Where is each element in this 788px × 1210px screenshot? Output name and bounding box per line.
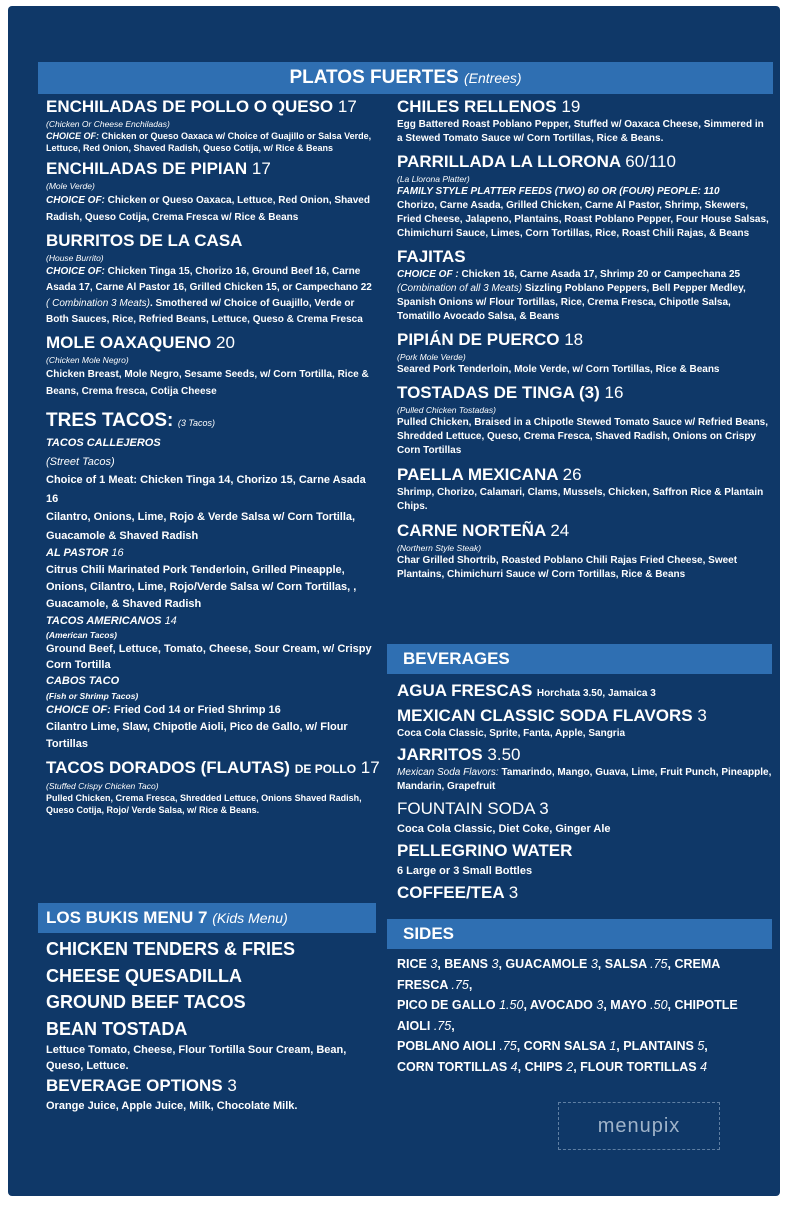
sides-line-3: PICO DE GALLO 1.50, AVOCADO 3, MAYO .50, CHIPOTLE	[397, 998, 738, 1012]
item-enchiladas-pollo: ENCHILADAS DE POLLO O QUESO 17 (Chicken Or Cheese Enchiladas) CHOICE OF: Chicken or Queso Oaxaca w/ Choice of Guajillo or Salsa Verde, Lettuce, Red Onion, Shaved Radish, Queso Cotija, w/ Rice & Beans	[46, 97, 372, 153]
item-chiles-rellenos: CHILES RELLENOS 19 Egg Battered Roast Poblano Pepper, Stuffed w/ Oaxaca Cheese, Simmered in a Stewed Tomato Sauce w/ Corn Tortillas, Rice & Beans.	[397, 97, 764, 144]
menupix-watermark: menupix	[558, 1102, 720, 1150]
sides-list	[397, 954, 772, 1077]
bev-fountain-soda: FOUNTAIN SODA 3 Coca Cola Classic, Diet Coke, Ginger Ale	[397, 799, 611, 835]
kids-item-quesadilla: CHEESE QUESADILLA	[46, 965, 243, 986]
item-mole: MOLE OAXAQUENO 20 (Chicken Mole Negro) Chicken Breast, Mole Negro, Sesame Seeds, w/ Corn Tortilla, Rice & Beans, Crema fresca, Cotija Cheese	[46, 333, 369, 397]
sides-header: SIDES	[387, 919, 772, 949]
kids-tostada-desc: Lettuce Tomato, Cheese, Flour Tortilla Sour Cream, Bean, Queso, Lettuce.	[46, 1044, 347, 1072]
sides-line-5: POBLANO AIOLI .75, CORN SALSA 1, PLANTAINS 5,	[397, 1039, 708, 1053]
bev-jarritos: JARRITOS 3.50 Mexican Soda Flavors: Tamarindo, Mango, Guava, Lime, Fruit Punch, Pineapple, Mandarin, Grapefruit	[397, 745, 772, 792]
sides-line-1: RICE 3, BEANS 3, GUACAMOLE 3, SALSA .75, CREMA	[397, 957, 721, 971]
kids-item-bean-tostada: BEAN TOSTADA	[46, 1018, 188, 1039]
kids-title: LOS BUKIS MENU 7	[46, 908, 208, 927]
kids-column	[46, 936, 376, 1114]
item-tacos-callejeros: TACOS CALLEJEROS (Street Tacos) Choice of 1 Meat: Chicken Tinga 14, Chorizo 15, Carne Asada 16 Cilantro, Onions, Lime, Rojo & Verde Salsa w/ Corn Tortilla, Guacamole & Shaved Radish	[46, 437, 366, 542]
menu-page	[8, 6, 780, 1196]
bev-coffee-tea: COFFEE/TEA 3	[397, 883, 519, 902]
item-paella: PAELLA MEXICANA 26 Shrimp, Chorizo, Calamari, Clams, Mussels, Chicken, Saffron Rice & Plantain Chips.	[397, 465, 764, 512]
platos-fuertes-header	[38, 62, 773, 94]
bev-mexican-soda: MEXICAN CLASSIC SODA FLAVORS 3 Coca Cola Classic, Sprite, Fanta, Apple, Sangria	[397, 706, 707, 739]
header-title: PLATOS FUERTES	[289, 67, 459, 88]
kids-item-tenders: CHICKEN TENDERS & FRIES	[46, 939, 296, 959]
item-parrillada: PARRILLADA LA LLORONA 60/110 (La Llorona Platter) FAMILY STYLE PLATTER FEEDS (TWO) 60 OR (FOUR) PEOPLE: 110 Chorizo, Carne Asada, Grilled Chicken, Carne Al Pastor, Shrimp, Skewers, Fried Cheese, Jalapeno, Plantains, Roast Poblano Pepper, Four House Salsas, Chimichurri Sauce, Limes, Corn Tortillas, Rice, Roast Chili Rajas, & Beans	[397, 152, 769, 239]
item-pipian-puerco: PIPIÁN DE PUERCO 18 (Pork Mole Verde) Seared Pork Tenderloin, Mole Verde, w/ Corn Tortillas, Rice & Beans	[397, 330, 720, 375]
sides-line-2: FRESCA .75,	[397, 977, 473, 992]
item-carne-nortena: CARNE NORTEÑA 24 (Northern Style Steak) Char Grilled Shortrib, Roasted Poblano Chili Rajas Fried Cheese, Sweet Plantains, Chimichurri Sauce w/ Corn Tortillas, Rice & Beans	[397, 521, 738, 580]
item-al-pastor: AL PASTOR 16 Citrus Chili Marinated Pork Tenderloin, Grilled Pineapple, Onions, Cilantro, Lime, Rojo/Verde Salsa w/ Corn Tortillas, , Guacamole, & Shaved Radish	[46, 547, 357, 610]
tres-tacos-heading: TRES TACOS: (3 Tacos)	[46, 410, 216, 431]
beverages-column	[397, 680, 772, 904]
header-subtitle: (Entrees)	[463, 70, 522, 86]
item-tacos-americanos: TACOS AMERICANOS 14 (American Tacos) Ground Beef, Lettuce, Tomato, Cheese, Sour Cream, w/ Crispy Corn Tortilla	[46, 615, 372, 671]
sides-line-6: CORN TORTILLAS 4, CHIPS 2, FLOUR TORTILLAS 4	[397, 1059, 708, 1074]
sides-line-4: AIOLI .75,	[397, 1018, 455, 1033]
kids-beverage-desc: Orange Juice, Apple Juice, Milk, Chocolate Milk.	[46, 1100, 298, 1112]
item-cabos-taco: CABOS TACO (Fish or Shrimp Tacos) CHOICE OF: Fried Cod 14 or Fried Shrimp 16 Cilantro Lime, Slaw, Chipotle Aioli, Pico de Gallo, w/ Flour Tortillas	[46, 675, 348, 750]
item-fajitas: FAJITAS CHOICE OF : Chicken 16, Carne Asada 17, Shrimp 20 or Campechana 25 (Combination of all 3 Meats) Sizzling Poblano Peppers, Bell Pepper Medley, Spanish Onions w/ Flour Tortillas, Rice, Crema Fresca, Chipotle Salsa, Tomatillo Avocado Salsa, & Beans	[397, 247, 746, 322]
kids-beverage-options: BEVERAGE OPTIONS 3	[46, 1076, 237, 1095]
kids-item-beef-tacos: GROUND BEEF TACOS	[46, 992, 246, 1012]
kids-menu-header	[38, 903, 376, 933]
right-column	[397, 96, 772, 582]
item-enchiladas-pipian: ENCHILADAS DE PIPIAN 17 (Mole Verde) CHOICE OF: Chicken or Queso Oaxaca, Lettuce, Red Onion, Shaved Radish, Queso Cotija, Crema Fresca w/ Rice & Beans	[46, 159, 370, 223]
beverages-header: BEVERAGES	[387, 644, 772, 674]
left-column	[46, 96, 380, 816]
bev-pellegrino: PELLEGRINO WATER 6 Large or 3 Small Bottles	[397, 841, 573, 877]
bev-agua-frescas: AGUA FRESCAS Horchata 3.50, Jamaica 3	[397, 681, 656, 700]
item-tostadas-tinga: TOSTADAS DE TINGA (3) 16 (Pulled Chicken Tostadas) Pulled Chicken, Braised in a Chipotle Stewed Tomato Sauce w/ Refried Beans, Shredded Lettuce, Queso, Crema Fresca, Shaved Radish, Onions on Crispy Corn Tortillas	[397, 383, 769, 456]
item-burritos: BURRITOS DE LA CASA (House Burrito) CHOICE OF: Chicken Tinga 15, Chorizo 16, Ground Beef 16, Carne Asada 17, Carne Al Pastor 16, Grilled Chicken 15, or Campechano 22 ( Combination 3 Meats). Smothered w/ Choice of Guajillo, Verde or Both Sauces, Rice, Refried Beans, Lettuce, Queso & Crema Fresca	[46, 231, 372, 325]
item-tacos-dorados: TACOS DORADOS (FLAUTAS) DE POLLO 17 (Stuffed Crispy Chicken Taco) Pulled Chicken, Crema Fresca, Shredded Lettuce, Onions Shaved Radish, Queso Cotija, Rojo/ Verde Salsa, w/ Rice & Beans.	[46, 758, 380, 815]
kids-subtitle: (Kids Menu)	[212, 910, 288, 926]
